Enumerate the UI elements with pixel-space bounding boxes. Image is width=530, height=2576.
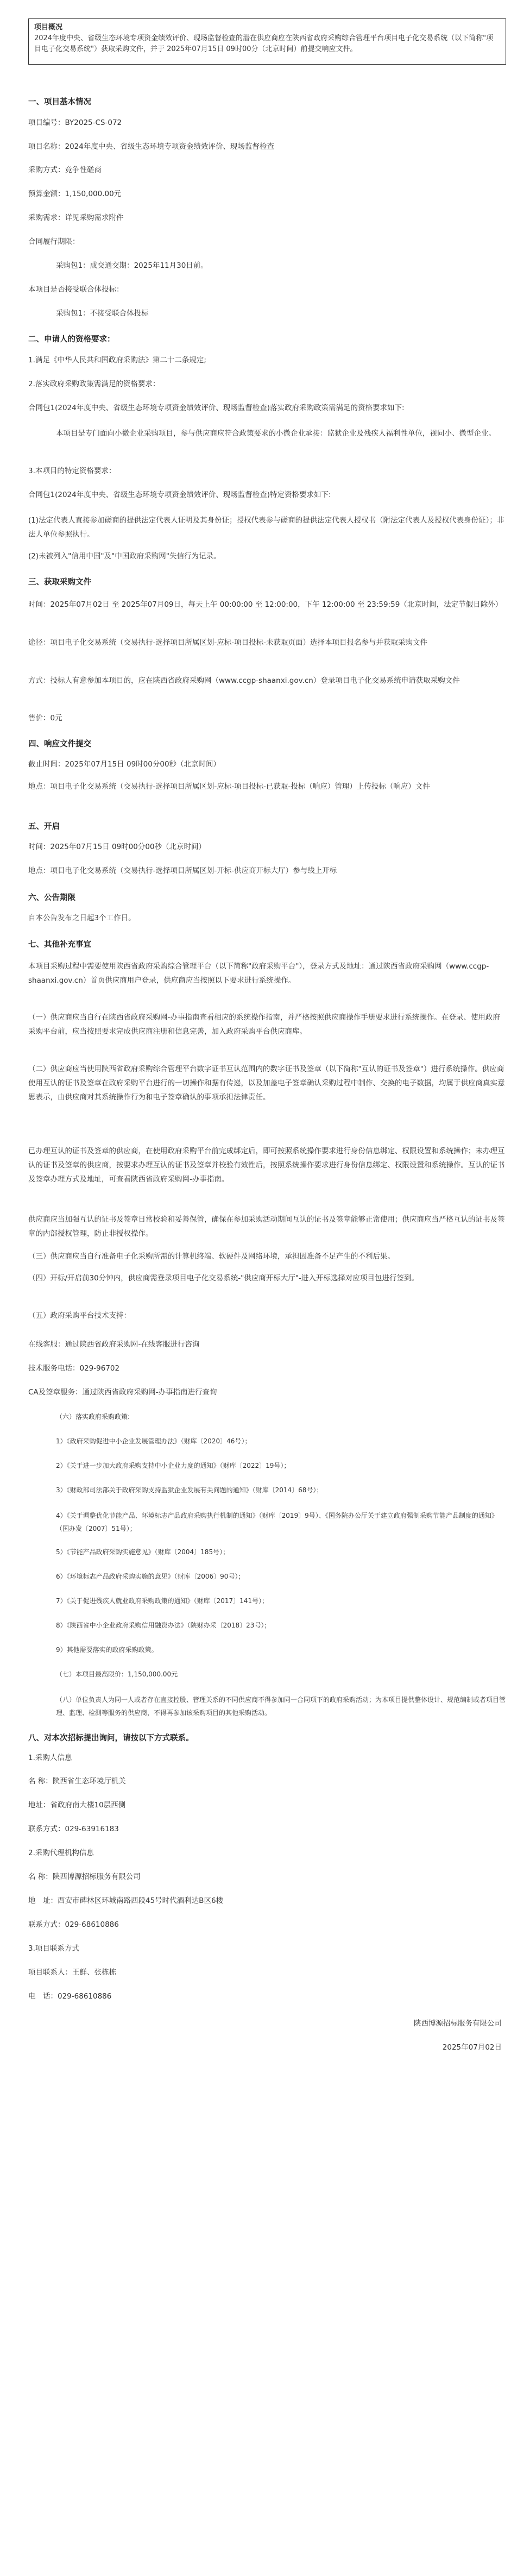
policy-5: 5）《节能产品政府采购实施意见》（财库〔2004〕185号）；	[56, 1548, 230, 1556]
procurement-need: 采购需求：详见采购需求附件	[28, 213, 124, 222]
online-service: 在线客服：通过陕西省政府采购网-在线客服进行咨询	[28, 1340, 200, 1349]
opening-time: 时间：2025年07月15日 09时00分00秒（北京时间）	[28, 843, 206, 851]
supplier-restriction: （八）单位负责人为同一人或者存在直接控股、管理关系的不同供应商不得参加同一合同项下的政府采购活动；为本项目提供整体设计、规范编制或者项目管理、监理、检测等服务的供应商，不得再参加该采购项目的其他采购活动。	[56, 1696, 506, 1717]
policy-1: 1）《政府采购促进中小企业发展管理办法》（财库〔2020〕46号）；	[56, 1437, 251, 1445]
procurement-method: 采购方式：竞争性磋商	[28, 166, 102, 174]
project-number: 项目编号：BY2025-CS-072	[28, 118, 122, 127]
supplement-intro: 本项目采购过程中需要使用陕西省政府采购综合管理平台（以下简称"政府采购平台"），登录方式及地址：通过陕西省政府采购网（www.ccgp-shaanxi.gov.cn）首页供应商用户登录，供应商应当按照以下要求进行系统操作。	[28, 962, 489, 985]
footer-date: 2025年07月02日	[442, 2043, 502, 2052]
supplement-item-5: （五）政府采购平台技术支持：	[28, 1311, 131, 1320]
section-5-heading: 五、开启	[28, 822, 60, 831]
overview-title: 项目概况	[34, 23, 63, 32]
policy-3: 3）《财政部司法部关于政府采购支持监狱企业发展有关问题的通知》（财库〔2014〕68号）；	[56, 1486, 323, 1494]
opening-place: 地点：项目电子化交易系统（交易执行-选择项目所属区划-开标-供应商开标大厅）参与线上开标	[28, 866, 337, 875]
policy-6: 6）《环境标志产品政府采购实施的意见》（财库〔2006〕90号）；	[56, 1573, 245, 1580]
document-price: 售价：0元	[28, 714, 62, 722]
qualification-1: 1.满足《中华人民共和国政府采购法》第二十二条规定;	[28, 356, 206, 365]
agent-info-heading: 2.采购代理机构信息	[28, 1849, 94, 1857]
qualification-2: 2.落实政府采购政策需满足的资格要求：	[28, 380, 160, 388]
supplement-item-2: （二）供应商应当使用陕西省政府采购综合管理平台数字证书互认范围内的数字证书及签章（以下简称"互认的证书及签章"）进行系统操作。供应商使用互认的证书及签章在政府采购平台进行的一切操作和据有传递，以及加盖电子签章确认采购过程中制作、交换的电子数据，均属于供应商真实意思表示，由供应商对其系统操作行为和电子签章确认的事项承担法律责任。	[28, 1065, 505, 1102]
buyer-info-heading: 1.采购人信息	[28, 1754, 72, 1762]
policy-2: 2）《关于进一步加大政府采购支持中小企业力度的通知》（财库〔2022〕19号）；	[56, 1462, 291, 1469]
agent-address: 地 址：西安市碑林区环城南路西段45号时代酒利达B区6楼	[28, 1896, 224, 1905]
qualification-3: 3.本项目的特定资格要求：	[28, 467, 116, 475]
submission-place: 地点：项目电子化交易系统（交易执行-选择项目所属区划-应标-项目投标-已获取-投标（响应）管理）上传投标（响应）文件	[28, 782, 430, 791]
acquire-method: 方式：投标人有意参加本项目的，应在陕西省政府采购网（www.ccgp-shaanxi.gov.cn）登录项目电子化交易系统申请获取采购文件	[28, 676, 460, 685]
section-8-heading: 八、对本次招标提出询问，请按以下方式联系。	[28, 1734, 194, 1743]
supplement-cert-keeping: 供应商应当加强互认的证书及签章日常校验和妥善保管，确保在参加采购活动期间互认的证书及签章能够正常使用；供应商应当严格互认的证书及签章的内部授权管理，防止非授权操作。	[28, 1215, 505, 1238]
policy-4: 4）《关于调整优化节能产品、环境标志产品政府采购执行机制的通知》（财库〔2019〕9号）、《国务院办公厅关于建立政府强制采购节能产品制度的通知》（国办发〔2007〕51号）；	[56, 1512, 498, 1532]
buyer-phone: 联系方式：029-63916183	[28, 1825, 119, 1833]
section-1-heading: 一、项目基本情况	[28, 98, 91, 106]
project-overview-box	[28, 18, 506, 65]
policy-heading: （六）落实政府采购政策:	[56, 1413, 130, 1421]
contact-person: 项目联系人：王鲜、张栋栋	[28, 1968, 116, 1977]
project-name: 项目名称：2024年度中央、省级生态环境专项资金绩效评价、现场监督检查	[28, 142, 274, 151]
supplement-item-1: （一）供应商应当自行在陕西省政府采购网-办事指南查看相应的系统操作指南，并严格按照供应商操作手册要求进行系统操作。在登录、使用政府采购平台前，应当按照要求完成供应商注册和信息完善，加入政府采购平台供应商库。	[28, 1013, 500, 1036]
section-4-heading: 四、响应文件提交	[28, 740, 91, 749]
qualification-credit: (2)未被列入"信用中国"及"中国政府采购网"失信行为记录。	[28, 552, 221, 561]
contact-heading: 3.项目联系方式	[28, 1944, 79, 1953]
section-3-heading: 三、获取采购文件	[28, 578, 91, 587]
ca-signature-service: CA及签章服务：通过陕西省政府采购网-办事指南进行查询	[28, 1388, 217, 1397]
submission-deadline: 截止时间：2025年07月15日 09时00分00秒（北京时间）	[28, 760, 221, 769]
qualification-3-detail: 合同包1(2024年度中央、省级生态环境专项资金绩效评价、现场监督检查)特定资格要求如下:	[28, 491, 331, 499]
consortium-label: 本项目是否接受联合体投标：	[28, 285, 124, 294]
supplement-item-3: （三）供应商应当自行准备电子化采购所需的计算机终端、软硬件及网络环境，承担因准备不足产生的不利后果。	[28, 1252, 395, 1261]
announcement-period: 自本公告发布之日起3个工作日。	[28, 914, 136, 922]
policy-8: 8）《陕西省中小企业政府采购信用融资办法》（陕财办采〔2018〕23号）；	[56, 1622, 271, 1629]
section-6-heading: 六、公告期限	[28, 894, 75, 902]
budget-amount: 预算金额：1,150,000.00元	[28, 190, 122, 198]
supplement-item-4: （四）开标/开启前30分钟内，供应商需登录项目电子化交易系统-"供应商开标大厅"-进入开标选择对应项目包进行签到。	[28, 1274, 419, 1283]
footer-organization: 陕西博源招标服务有限公司	[414, 2019, 502, 2028]
qualification-sme: 本项目是专门面向小微企业采购项目，参与供应商应符合政策要求的小微企业承接：监狱企业及残疾人福利性单位，视同小、微型企业。	[56, 429, 496, 438]
buyer-address: 地址：省政府南大楼10层西侧	[28, 1801, 126, 1810]
qualification-2-detail: 合同包1(2024年度中央、省级生态环境专项资金绩效评价、现场监督检查)落实政府采购政策需满足的资格要求如下:	[28, 404, 405, 412]
qualification-legal-rep: (1)法定代表人直接参加磋商的提供法定代表人证明及其身份证；授权代表参与磋商的提供法定代表人授权书（附法定代表人及授权代表身份证）；非法人单位参照执行。	[28, 516, 504, 539]
acquire-channel: 途径：项目电子化交易系统（交易执行-选择项目所属区划-应标-项目投标-未获取页面）选择本项目报名参与并获取采购文件	[28, 638, 427, 647]
agent-phone: 联系方式：029-68610886	[28, 1920, 119, 1929]
policy-7: 7）《关于促进残疾人就业政府采购政策的通知》（财库〔2017〕141号）；	[56, 1597, 269, 1605]
acquire-time: 时间：2025年07月02日 至 2025年07月09日，每天上午 00:00:00 至 12:00:00，下午 12:00:00 至 23:59:59（北京时间，法定节假日除外）	[28, 600, 503, 609]
tech-service-phone: 技术服务电话：029-96702	[28, 1364, 120, 1373]
policy-9: 9）其他需要落实的政府采购政策。	[56, 1646, 158, 1654]
supplement-cert-binding: 已办理互认的证书及签章的供应商，在使用政府采购平台前完成绑定后，即可按照系统操作要求进行身份信息绑定、权限设置和系统操作；未办理互认的证书及签章的供应商，按要求办理互认的证书及签章并校验有效性后，按照系统操作要求进行身份信息绑定、权限设置和系统操作。互认的证书及签章办理方式及地址，可查看陕西省政府采购网-办事指南。	[28, 1147, 505, 1184]
consortium-detail: 采购包1：不接受联合体投标	[56, 309, 149, 318]
buyer-name: 名 称：陕西省生态环境厅机关	[28, 1777, 126, 1786]
max-price: （七）本项目最高限价：1,150,000.00元	[56, 1670, 178, 1678]
section-7-heading: 七、其他补充事宜	[28, 940, 91, 949]
contact-phone: 电 话：029-68610886	[28, 1992, 112, 2001]
overview-text: 2024年度中央、省级生态环境专项资金绩效评价、现场监督检查的潜在供应商应在陕西省政府采购综合管理平台项目电子化交易系统（以下简称"项目电子化交易系统"）获取采购文件，并于 2025年07月15日 09时00分（北京时间）前提交响应文件。	[34, 34, 494, 53]
agent-name: 名 称：陕西博源招标服务有限公司	[28, 1873, 141, 1881]
contract-period-label: 合同履行期限：	[28, 237, 80, 246]
section-2-heading: 二、申请人的资格要求：	[28, 335, 115, 344]
contract-period-detail: 采购包1：成交通交期：2025年11月30日前。	[56, 261, 208, 270]
